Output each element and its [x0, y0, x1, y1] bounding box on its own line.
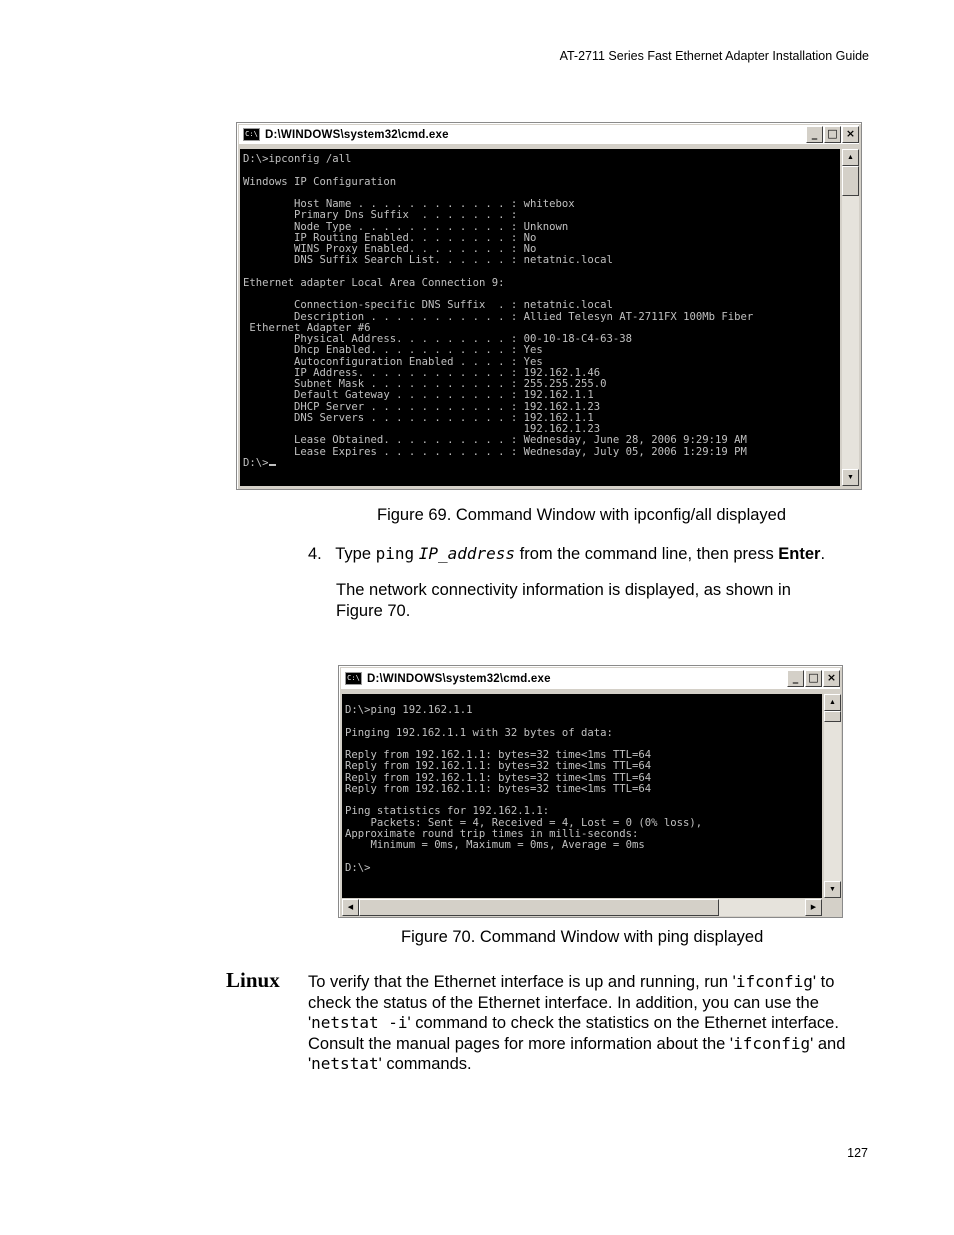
linux-text-1: To verify that the Ethernet interface is up and running, run ' [308, 973, 736, 991]
linux-text-3: ' command to check the statistics on the Ethernet interface. Consult the manual pages for more information about the ' [308, 1014, 839, 1053]
scroll-down-arrow-icon[interactable]: ▼ [824, 881, 841, 898]
window-title: D:\WINDOWS\system32\cmd.exe [265, 128, 449, 141]
close-button[interactable]: × [823, 670, 840, 687]
horizontal-scrollbar[interactable] [342, 899, 822, 916]
scroll-right-arrow-icon[interactable]: ▶ [805, 899, 822, 916]
cmd-window-ipconfig[interactable] [236, 122, 862, 490]
netstat-i-command: netstat -i [311, 1013, 408, 1032]
step-type-word: Type [335, 545, 372, 563]
minimize-button[interactable]: _ [806, 126, 823, 143]
step-number: 4. [308, 545, 322, 563]
step-4-text: from the command line, then press [519, 545, 774, 563]
cmd-window-icon[interactable]: C:\ [345, 672, 362, 685]
figure-70-caption: Figure 70. Command Window with ping displayed [401, 928, 764, 946]
ping-command: ping [375, 544, 415, 563]
netstat-command: netstat [311, 1054, 379, 1073]
linux-text-2: ' to check the status of the Ethernet interface. In addition, you can use the ' [308, 973, 835, 1032]
maximize-button[interactable]: □ [805, 670, 822, 687]
horizontal-scroll-thumb[interactable] [359, 899, 719, 916]
vertical-scrollbar[interactable] [823, 694, 841, 898]
running-header: AT-2711 Series Fast Ethernet Adapter Installation Guide [559, 49, 869, 63]
ipconfig-output-text: D:\>ipconfig /all Windows IP Configuration Host Name . . . . . . . . . . . . : whitebox Primary Dns Suffix . . . . . . . : Node Type . . . . . . . . . . . . : Unknown IP Routing Enabled. . . . . . . . : No WINS Proxy Enabled. . . . . . . . : No DNS Suffix Search List. . . . . . : netatnic.local Ethernet adapter Local Area Connection 9: Connection-specific DNS Suffix . : netatnic.local Description . . . . . . . . . . . : Allied Telesyn AT-2711FX 100Mb Fiber Ethernet Adapter #6 Physical Address. . . . . . . . . : 00-10-18-C4-63-38 Dhcp Enabled. . . . . . . . . . . : Yes Autoconfiguration Enabled . . . . : Yes IP Address. . . . . . . . . . . . : 192.162.1.46 Subnet Mask . . . . . . . . . . . : 255.255.255.0 Default Gateway . . . . . . . . . : 192.162.1.1 DHCP Server . . . . . . . . . . . : 192.162.1.23 DNS Servers . . . . . . . . . . . : 192.162.1.1 192.162.1.23 Lease Obtained. . . . . . . . . . : Wednesday, June 28, 2006 9:29:19 AM Lease Expires . . . . . . . . . . : Wednesday, July 05, 2006 1:29:19 PM [243, 153, 754, 458]
step-4-instruction [308, 543, 868, 565]
linux-section-heading: Linux [226, 968, 280, 992]
page-number: 127 [847, 1146, 868, 1160]
scroll-up-arrow-icon[interactable]: ▲ [842, 149, 859, 166]
scroll-up-arrow-icon[interactable]: ▲ [824, 694, 841, 711]
command-prompt: D:\> [243, 456, 269, 469]
linux-text-5: ' commands. [378, 1055, 472, 1073]
ip-address-argument: IP_address [418, 544, 516, 563]
window-titlebar[interactable] [239, 125, 859, 144]
scroll-thumb[interactable] [842, 166, 859, 196]
scroll-thumb[interactable] [824, 711, 841, 722]
vertical-scrollbar[interactable] [841, 149, 859, 486]
console-output[interactable] [240, 149, 840, 486]
console-output[interactable] [342, 694, 822, 898]
cmd-window-ping[interactable] [338, 665, 843, 918]
step-4-period: . [820, 545, 826, 563]
enter-key-label: Enter [778, 545, 821, 563]
window-title: D:\WINDOWS\system32\cmd.exe [367, 672, 551, 685]
minimize-button[interactable]: _ [787, 670, 804, 687]
linux-text-4: ' and ' [308, 1034, 846, 1073]
window-titlebar[interactable] [341, 668, 840, 689]
cmd-window-icon[interactable]: C:\ [243, 128, 260, 141]
ping-output-text: D:\>ping 192.162.1.1 Pinging 192.162.1.1 with 32 bytes of data: Reply from 192.162.1.1: bytes=32 time<1ms TTL=64 Reply from 192.162.1.1: bytes=32 time<1ms TTL=64 Reply from 192.162.1.1: bytes=32 time<1ms TTL=64 Reply from 192.162.1.1: bytes=32 time<1ms TTL=64 Ping statistics for 192.162.1.1: Packets: Sent = 4, Received = 4, Lost = 0 (0% loss), Approximate round trip times in milli-seconds: Minimum = 0ms, Maximum = 0ms, Average = 0ms D:\> [345, 704, 703, 874]
maximize-button[interactable]: □ [824, 126, 841, 143]
scroll-left-arrow-icon[interactable]: ◀ [342, 899, 359, 916]
text-cursor [269, 464, 276, 466]
scroll-down-arrow-icon[interactable]: ▼ [842, 469, 859, 486]
figure-69-caption: Figure 69. Command Window with ipconfig/all displayed [377, 506, 787, 524]
step-4-result: The network connectivity information is displayed, as shown in Figure 70. [336, 581, 791, 620]
ifconfig-command-2: ifconfig [733, 1033, 811, 1053]
close-button[interactable]: × [842, 126, 859, 143]
linux-paragraph [308, 972, 878, 1075]
ifconfig-command: ifconfig [735, 972, 813, 991]
